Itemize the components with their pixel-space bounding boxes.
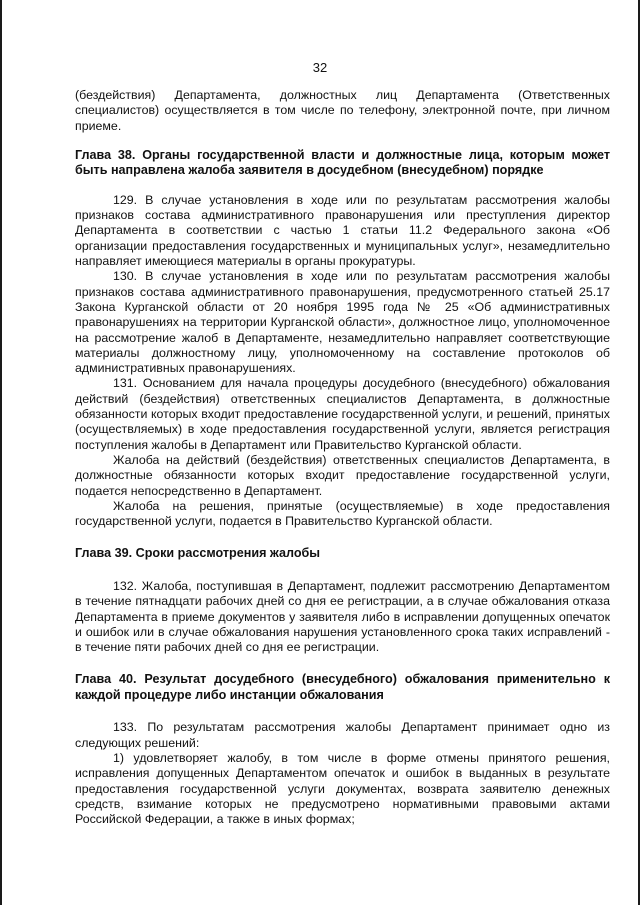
paragraph-131-complaint-actions: Жалоба на действий (бездействия) ответственных специалистов Департамента, в должностные обязанности которых входит предоставление государственной услуги, подается непосредственно в Департамент.	[75, 452, 610, 498]
paragraph-129: 129. В случае установления в ходе или по результатам рассмотрения жалобы признаков состава административного правонарушения или преступления директор Департамента в соответствии с частью 1 статьи 11.2 Федерального закона «Об организации предоставления государственных и муниципальных услуг», незамедлительно направляет имеющиеся материалы в органы прокуратуры.	[75, 192, 610, 269]
chapter-40-heading: Глава 40. Результат досудебного (внесудебного) обжалования применительно к каждой процедуре либо инстанции обжалования	[75, 672, 610, 702]
paragraph-130: 130. В случае установления в ходе или по результатам рассмотрения жалобы признаков состава административного правонарушения, предусмотренного статьей 25.17 Закона Курганской области от 20 ноября 1995 года № 25 «Об административных правонарушениях на территории Курганской области», должностное лицо, уполномоченное на рассмотрение жалоб в Департаменте, незамедлительно направляет соответствующие материалы должностному лицу, уполномоченному на составление протоколов об административных правонарушениях.	[75, 269, 610, 376]
chapter-39-heading: Глава 39. Сроки рассмотрения жалобы	[75, 546, 321, 561]
paragraph-133-item-1: 1) удовлетворяет жалобу, в том числе в форме отмены принятого решения, исправления допущенных Департаментом опечаток и ошибок в выданных в результате предоставления государственной услуги документах, возврата заявителю денежных средств, взимание которых не предусмотрено нормативными правовыми актами Российской Федерации, а также в иных формах;	[75, 751, 610, 827]
document-body	[75, 88, 610, 827]
chapter-38-heading: Глава 38. Органы государственной власти и должностные лица, которым может быть направлена жалоба заявителя в досудебном (внесудебном) порядке	[75, 147, 610, 178]
paragraph-133: 133. По результатам рассмотрения жалобы Департамент принимает одно из следующих решений:	[75, 720, 610, 750]
paragraph-131: 131. Основанием для начала процедуры досудебного (внесудебного) обжалования действий (бездействия) ответственных специалистов Департамента, в должностные обязанности которых входит предоставление государственной услуги, и решений, принятых (осуществляемых) в ходе предоставления государственной услуги, является регистрация поступления жалобы в Департамент или Правительство Курганской области.	[75, 376, 610, 452]
paragraph-continuation: (бездействия) Департамента, должностных лиц Департамента (Ответственных специалистов) осуществляется в том числе по телефону, электронной почте, при личном приеме.	[75, 88, 610, 133]
page-number: 32	[312, 60, 328, 75]
paragraph-132: 132. Жалоба, поступившая в Департамент, подлежит рассмотрению Департаментом в течение пятнадцати рабочих дней со дня ее регистрации, а в случае обжалования отказа Департамента в приеме документов у заявителя либо в исправлении допущенных опечаток и ошибок или в случае обжалования нарушения установленного срока таких исправлений - в течение пяти рабочих дней со дня ее регистрации.	[75, 578, 610, 655]
paragraph-131-complaint-decisions: Жалоба на решения, принятые (осуществляемые) в ходе предоставления государственной услуги, подается в Правительство Курганской области.	[75, 498, 610, 529]
scan-border-left	[0, 0, 2, 905]
